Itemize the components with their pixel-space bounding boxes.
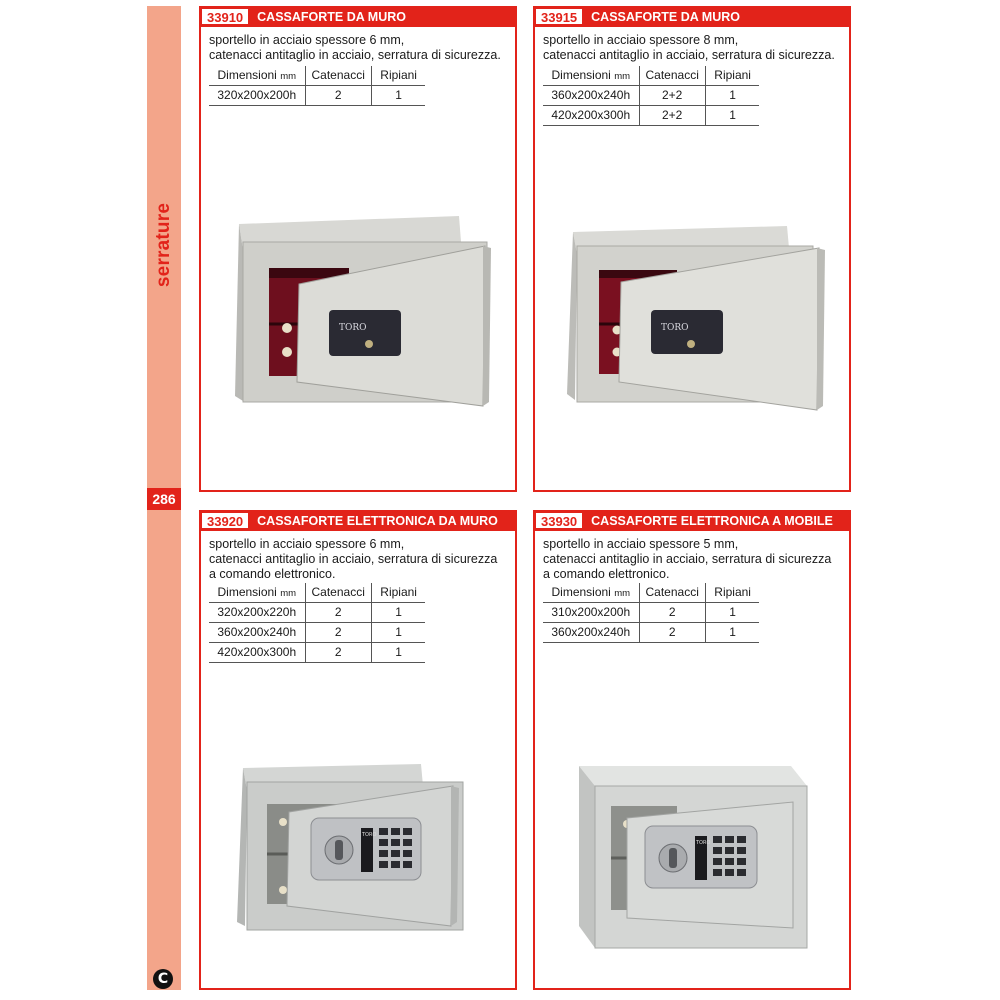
spec-table-header: Dimensioni mm Catenacci Ripiani bbox=[543, 583, 759, 603]
brand-logo-icon: C bbox=[153, 969, 173, 989]
product-header bbox=[199, 510, 517, 531]
spec-table bbox=[209, 66, 425, 106]
table-row: 420x200x300h 2 1 bbox=[209, 643, 425, 663]
product-header bbox=[533, 6, 851, 27]
product-title: CASSAFORTE ELETTRONICA DA MURO bbox=[257, 513, 498, 528]
svg-text:TORO: TORO bbox=[661, 323, 689, 333]
spec-table bbox=[209, 583, 425, 663]
product-header bbox=[199, 6, 517, 27]
product-description: sportello in acciaio spessore 6 mm, catenacci antitaglio in acciaio, serratura di sicurezza. bbox=[209, 33, 501, 62]
svg-text:TORO: TORO bbox=[696, 840, 711, 846]
product-title: CASSAFORTE ELETTRONICA A MOBILE bbox=[591, 513, 833, 528]
table-row: 320x200x200h 2 1 bbox=[209, 86, 425, 106]
product-panel-33930 bbox=[533, 510, 851, 990]
key-lock-wall-safe-photo bbox=[553, 218, 843, 418]
product-code: 33920 bbox=[201, 512, 249, 529]
electronic-furniture-safe-photo bbox=[571, 758, 821, 958]
table-row: 320x200x220h 2 1 bbox=[209, 603, 425, 623]
table-row: 360x200x240h 2 1 bbox=[543, 623, 759, 643]
product-title: CASSAFORTE DA MURO bbox=[591, 9, 740, 24]
page-number: 286 bbox=[147, 488, 181, 510]
product-header bbox=[533, 510, 851, 531]
spec-table-header: Dimensioni mm Catenacci Ripiani bbox=[209, 66, 425, 86]
table-row: 420x200x300h 2+2 1 bbox=[543, 106, 759, 126]
spec-table bbox=[543, 583, 759, 643]
key-lock-wall-safe-photo bbox=[221, 206, 511, 416]
table-row: 310x200x200h 2 1 bbox=[543, 603, 759, 623]
spec-table bbox=[543, 66, 759, 126]
spec-table-header: Dimensioni mm Catenacci Ripiani bbox=[209, 583, 425, 603]
product-description: sportello in acciaio spessore 5 mm, catenacci antitaglio in acciaio, serratura di sicurezza a comando elettronico. bbox=[543, 537, 832, 581]
product-description: sportello in acciaio spessore 6 mm, catenacci antitaglio in acciaio, serratura di sicurezza a comando elettronico. bbox=[209, 537, 498, 581]
spec-table-header: Dimensioni mm Catenacci Ripiani bbox=[543, 66, 759, 86]
section-label: serrature bbox=[153, 202, 174, 288]
table-row: 360x200x240h 2 1 bbox=[209, 623, 425, 643]
svg-text:TORO: TORO bbox=[362, 832, 377, 838]
product-panel-33920 bbox=[199, 510, 517, 990]
electronic-wall-safe-photo bbox=[227, 756, 497, 946]
table-row: 360x200x240h 2+2 1 bbox=[543, 86, 759, 106]
svg-text:TORO: TORO bbox=[339, 323, 367, 333]
product-code: 33930 bbox=[535, 512, 583, 529]
product-title: CASSAFORTE DA MURO bbox=[257, 9, 406, 24]
product-panel-33910 bbox=[199, 6, 517, 492]
product-code: 33915 bbox=[535, 8, 583, 25]
product-code: 33910 bbox=[201, 8, 249, 25]
product-description: sportello in acciaio spessore 8 mm, catenacci antitaglio in acciaio, serratura di sicurezza. bbox=[543, 33, 835, 62]
product-panel-33915 bbox=[533, 6, 851, 492]
